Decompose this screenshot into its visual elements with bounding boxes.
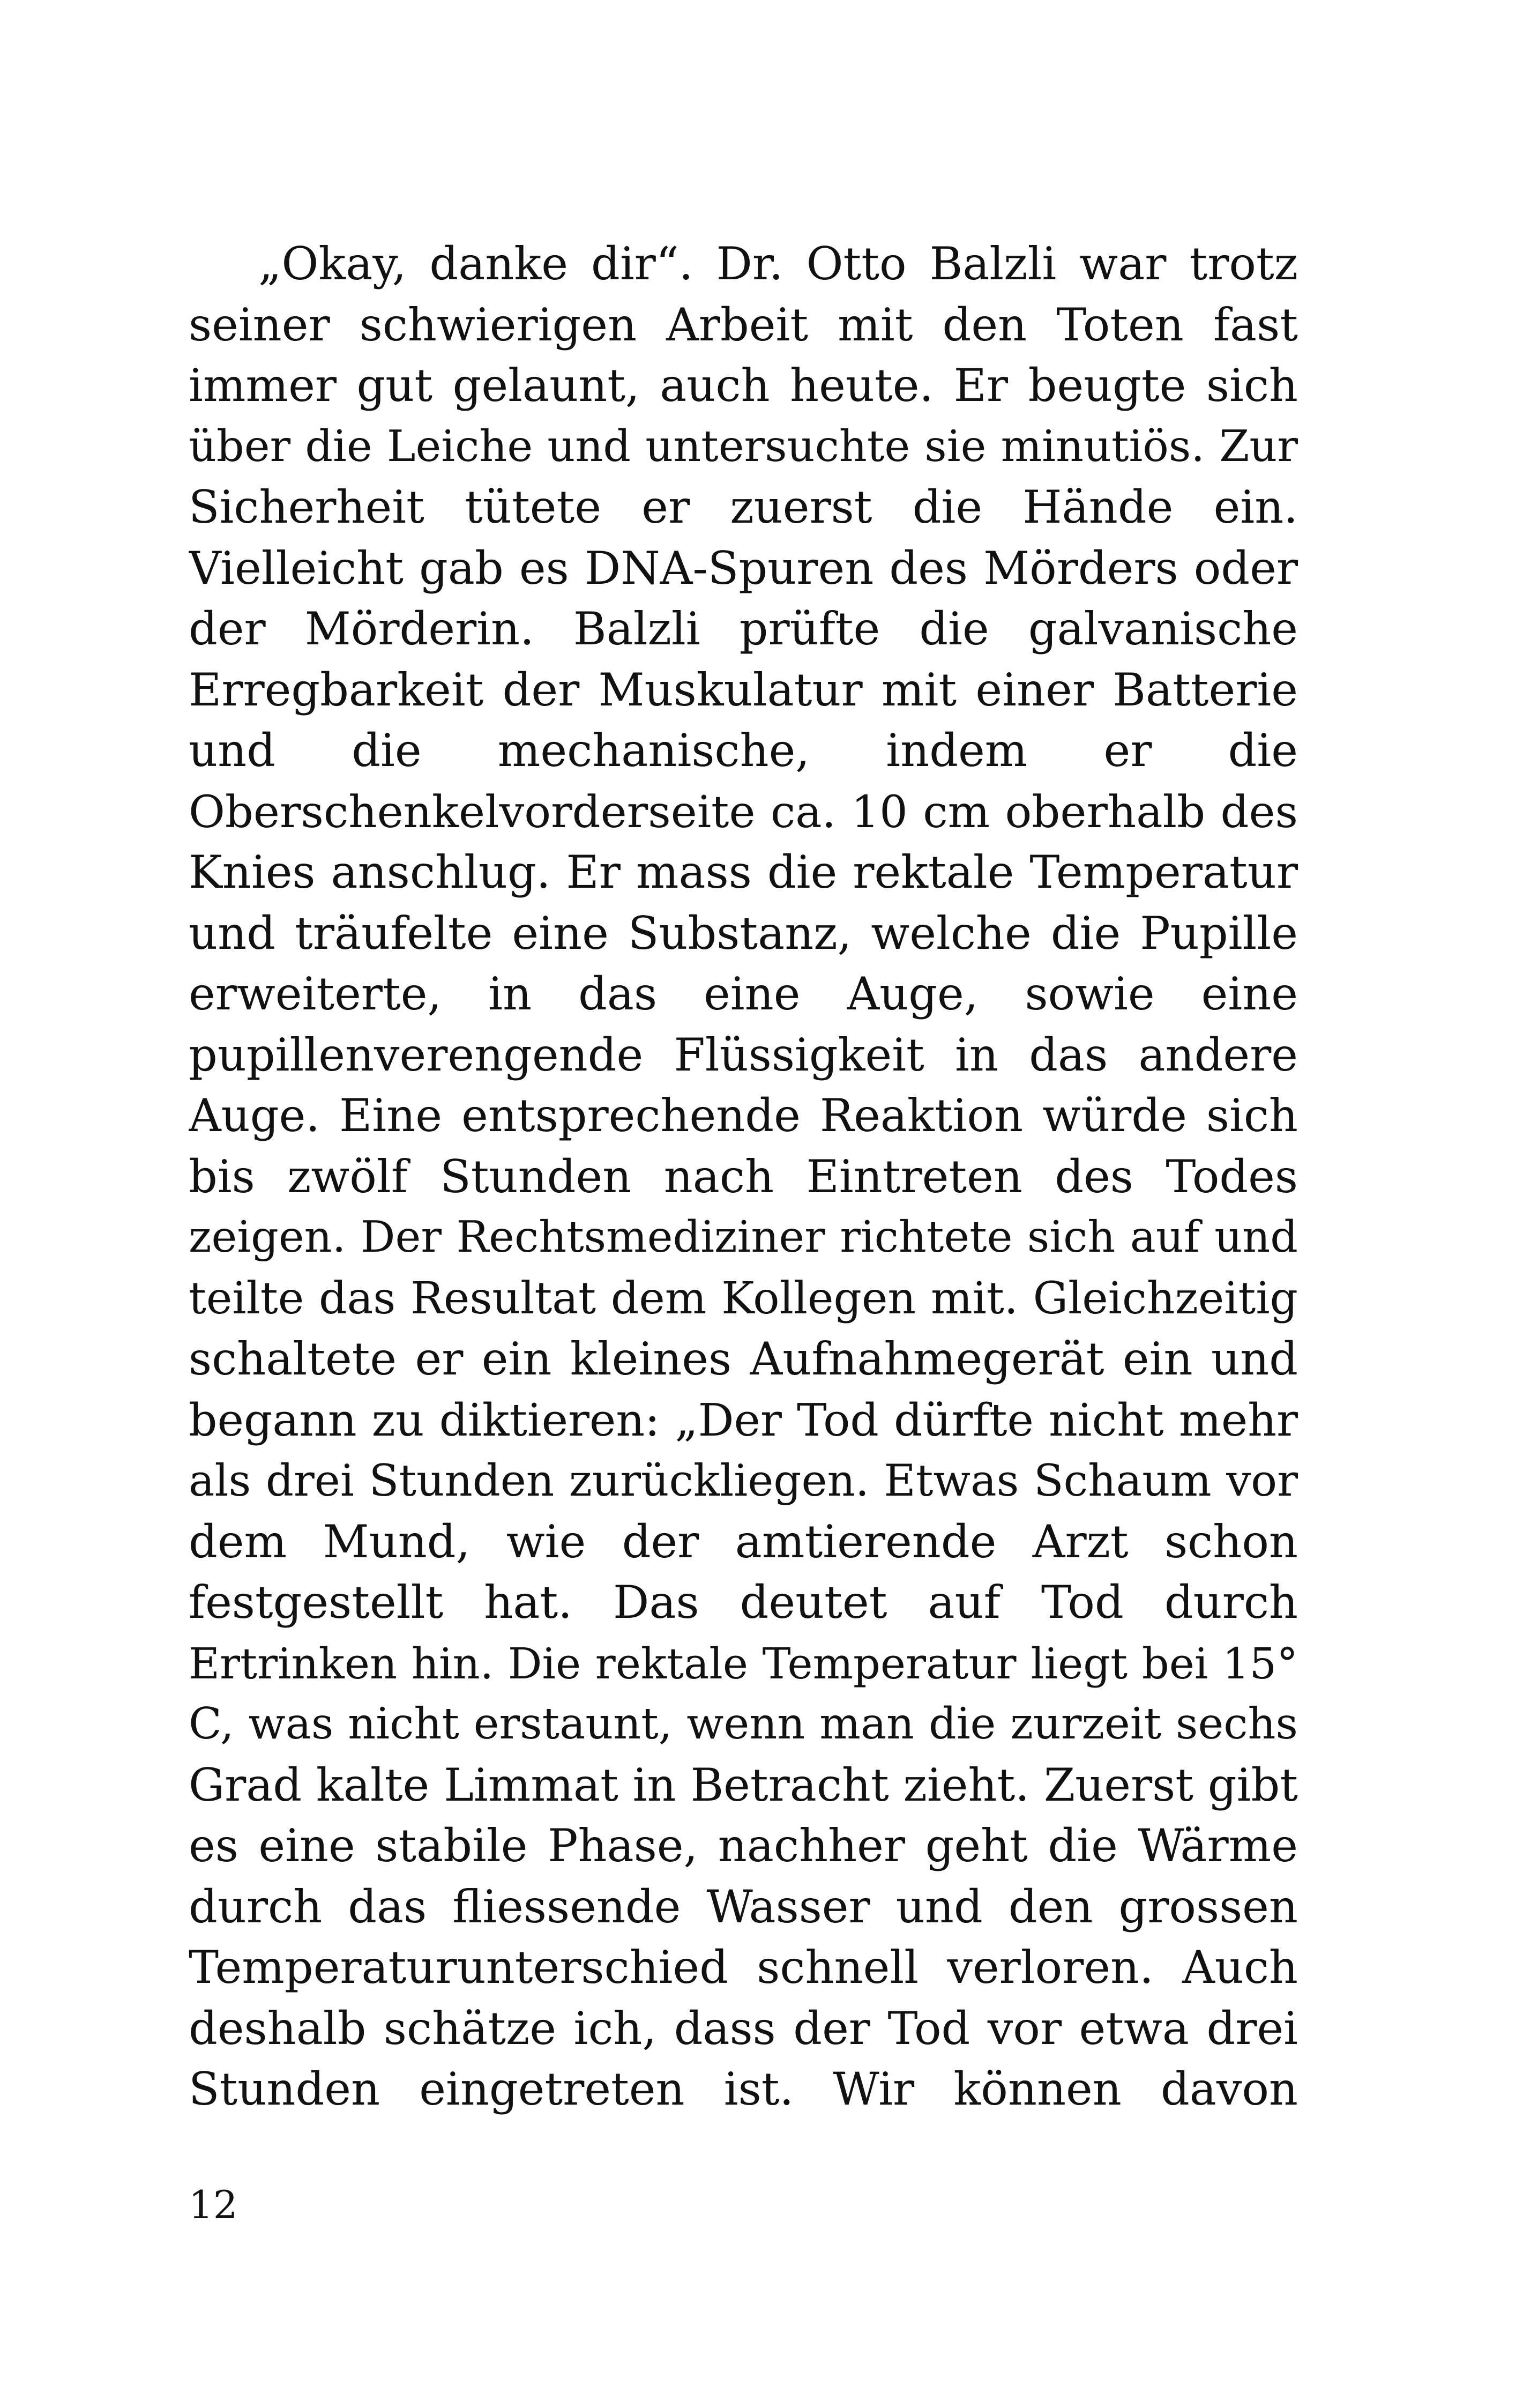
text-line: es eine stabile Phase, nachher geht die Wärme xyxy=(189,1819,1298,1872)
text-line: über die Leiche und untersuchte sie minutiös. Zur xyxy=(189,421,1298,472)
text-line: der Mörderin. Balzli prüfte die galvanische xyxy=(189,603,1298,655)
text-line: immer gut gelaunt, auch heute. Er beugte sich xyxy=(189,359,1298,412)
text-line: festgestellt hat. Das deutet auf Tod durch xyxy=(189,1576,1298,1629)
text-line: pupillenverengende Flüssigkeit in das andere xyxy=(189,1028,1298,1081)
text-line: bis zwölf Stunden nach Eintreten des Todes xyxy=(189,1150,1298,1203)
text-line: und die mechanische, indem er die xyxy=(189,724,1298,777)
text-line: zeigen. Der Rechtsmediziner richtete sich auf und xyxy=(189,1212,1298,1262)
text-line: als drei Stunden zurückliegen. Etwas Schaum vor xyxy=(189,1455,1298,1506)
text-line: deshalb schätze ich, dass der Tod vor etwa drei xyxy=(189,2002,1298,2055)
text-line: schaltete er ein kleines Aufnahmegerät ein und xyxy=(189,1333,1298,1385)
body-text xyxy=(189,234,1298,2120)
text-line: Stunden eingetreten ist. Wir können davon xyxy=(189,2063,1298,2115)
text-line: teilte das Resultat dem Kollegen mit. Gleichzeitig xyxy=(189,1273,1298,1324)
text-line: dem Mund, wie der amtierende Arzt schon xyxy=(189,1515,1298,1568)
text-line: Knies anschlug. Er mass die rektale Temperatur xyxy=(189,846,1298,898)
text-line: Ertrinken hin. Die rektale Temperatur liegt bei 15° xyxy=(189,1638,1298,1689)
page-number: 12 xyxy=(189,2182,238,2227)
text-line: erweiterte, in das eine Auge, sowie eine xyxy=(189,968,1298,1020)
text-line: C, was nicht erstaunt, wenn man die zurzeit sechs xyxy=(189,1699,1298,1749)
text-line: seiner schwierigen Arbeit mit den Toten fast xyxy=(189,298,1298,351)
text-line: Oberschenkelvorderseite ca. 10 cm oberhalb des xyxy=(189,785,1298,838)
text-line: Temperaturunterschied schnell verloren. Auch xyxy=(189,1941,1298,1994)
text-line: „Okay, danke dir“. Dr. Otto Balzli war trotz xyxy=(258,237,1298,290)
text-line: und träufelte eine Substanz, welche die Pupille xyxy=(189,906,1298,960)
text-line: durch das fliessende Wasser und den grossen xyxy=(189,1880,1298,1933)
text-line: Grad kalte Limmat in Betracht zieht. Zuerst gibt xyxy=(189,1758,1298,1811)
text-line: begann zu diktieren: „Der Tod dürfte nicht mehr xyxy=(189,1393,1298,1446)
text-line: Sicherheit tütete er zuerst die Hände ein. xyxy=(189,481,1298,533)
text-line: Erregbarkeit der Muskulatur mit einer Batterie xyxy=(189,663,1298,716)
text-line: Auge. Eine entsprechende Reaktion würde sich xyxy=(189,1089,1298,1142)
text-line: Vielleicht gab es DNA-Spuren des Mörders oder xyxy=(189,541,1298,594)
